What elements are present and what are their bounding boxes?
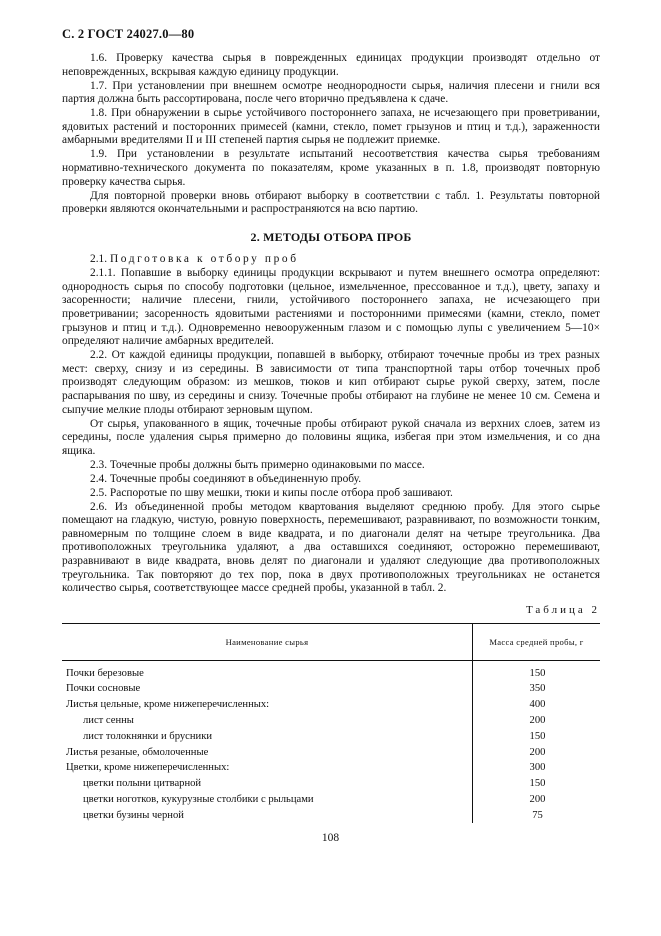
subsection-title: Подготовка к отбору проб <box>109 253 299 266</box>
table-caption: Таблица 2 <box>525 603 600 616</box>
paragraph-1-9: 1.9. При установлении в результате испытаний несоответствия качества сырья требованиям нормативно-технического документа по показателям, кроме указанных в п. 1.8, производят повторную проверку качества сырья. <box>62 148 600 188</box>
bottom-paragraphs <box>62 267 600 596</box>
section-title: 2. МЕТОДЫ ОТБОРА ПРОБ <box>250 229 412 244</box>
table-row <box>62 697 600 713</box>
subsection-heading <box>62 253 600 267</box>
table-cell-name: Цветки, кроме нижеперечисленных: <box>66 762 230 774</box>
table-row <box>62 681 600 697</box>
table-row <box>62 713 600 729</box>
table-cell-name: Почки сосновые <box>66 683 141 695</box>
paragraph-1-6: 1.6. Проверку качества сырья в поврежденных единицах продукции производят отдельно от неповрежденных, вскрывая каждую единицу продукции. <box>62 52 600 78</box>
table-row <box>62 661 600 681</box>
paragraph-1-7: 1.7. При установлении при внешнем осмотре неоднородности сырья, наличия плесени и гнили вся партия должна быть рассортирована, после чего вторично предъявлена к сдаче. <box>62 79 600 106</box>
paragraph-2-5: 2.5. Распоротые по шву мешки, тюки и кипы после отбора проб зашивают. <box>90 486 453 499</box>
top-paragraphs <box>62 52 600 217</box>
table-cell-name: цветки ноготков, кукурузные столбики с рыльцами <box>83 793 314 805</box>
table-row <box>62 808 600 824</box>
column-header-mass: Масса средней пробы, г <box>473 624 601 661</box>
table-2 <box>62 623 600 823</box>
table-row <box>62 744 600 760</box>
table-cell-mass: 350 <box>473 681 601 697</box>
body-text <box>62 52 600 823</box>
subsection-number: 2.1. <box>90 253 108 266</box>
table-cell-name: лист сенны <box>83 714 134 726</box>
page-number: 108 <box>321 832 340 844</box>
paragraph-2-3: 2.3. Точечные пробы должны быть примерно одинаковыми по массе. <box>90 458 425 471</box>
table-header-row <box>62 624 600 661</box>
table-body <box>62 661 600 823</box>
table-row <box>62 729 600 745</box>
table-cell-name: Листья цельные, кроме нижеперечисленных: <box>66 699 270 711</box>
table-cell-mass: 150 <box>473 661 601 681</box>
table-cell-name: Почки березовые <box>66 667 144 679</box>
table-cell-name: цветки полыни цитварной <box>83 778 202 790</box>
table-cell-mass: 200 <box>473 713 601 729</box>
column-header-name: Наименование сырья <box>62 624 473 661</box>
table-cell-mass: 75 <box>473 808 601 824</box>
table-cell-mass: 200 <box>473 744 601 760</box>
table-cell-mass: 150 <box>473 776 601 792</box>
table-cell-name: лист толокнянки и брусники <box>83 730 213 742</box>
table-row <box>62 760 600 776</box>
table-cell-mass: 200 <box>473 792 601 808</box>
paragraph-1-8: 1.8. При обнаружении в сырье устойчивого постороннего запаха, не исчезающего при проветривании, ядовитых растений и посторонних примесей (камни, стекло, помет грызунов и птиц и т.д.), зараженности амбарными вредителями II и III степеней партия сырья не подлежит приемке. <box>62 107 600 147</box>
table-row <box>62 792 600 808</box>
paragraph-boxes: От сырья, упакованного в ящик, точечные пробы отбирают рукой сначала из верхних слоев, затем из середины, после удаления сырья примерно до половины ящика, избегая при этом измельчения, и со дна ящика. <box>62 417 600 457</box>
table-cell-mass: 300 <box>473 760 601 776</box>
paragraph-2-1-1: 2.1.1. Попавшие в выборку единицы продукции вскрывают и путем внешнего осмотра определяют: однородность сырья по способу подготовки (цельное, измельченное, прессованное и т.д.), цвету, запаху и засоренности; наличие плесени, гнили, устойчивого постороннего запаха, не исчезающего при проветривании; засоренность ядовитыми растениями и посторонними примесями (камни, стекло, помет грызунов и птиц и т.д.). Одновременно невооруженным глазом и с помощью лупы с увеличением 5—10× определяют наличие амбарных вредителей. <box>62 267 600 348</box>
table-cell-name: цветки бузины черной <box>83 809 184 821</box>
table-cell-mass: 150 <box>473 729 601 745</box>
paragraph-repeat-check: Для повторной проверки вновь отбирают выборку в соответствии с табл. 1. Результаты повторной проверки являются окончательными и распространяются на всю партию. <box>62 189 600 216</box>
paragraph-2-2: 2.2. От каждой единицы продукции, попавшей в выборку, отбирают точечные пробы из трех разных мест: сверху, снизу и из середины. В зависимости от типа транспортной тары отбор точечных проб производят следующим образом: из мешков, тюков и кип отбирают сырье рукой сверху, затем, после распарывания по шву, из середины и снизу. Точечные пробы отбирают на глубине не менее 10 см. Семена и сыпучие мелкие плоды отбирают зерновым щупом. <box>62 349 600 416</box>
paragraph-2-4: 2.4. Точечные пробы соединяют в объединенную пробу. <box>90 472 362 485</box>
paragraph-2-6: 2.6. Из объединенной пробы методом квартования выделяют среднюю пробу. Для этого сырье помещают на гладкую, чистую, ровную поверхность, перемешивают, разравнивают, по возможности тонким, равномерным по толщине слоем в виде квадрата, и по диагонали делят на четыре треугольника. Два противоположных треугольника удаляют, а два оставшихся соединяют, осторожно перемешивают, разравнивают в виде квадрата, вновь делят по диагонали и удаляют следующие два противоположных треугольника. Так повторяют до тех пор, пока в двух противоположных треугольниках не останется количество сырья, соответствующее массе средней пробы, указанной в табл. 2. <box>62 500 600 595</box>
table-cell-name: Листья резаные, обмолоченные <box>66 746 209 758</box>
table-cell-mass: 400 <box>473 697 601 713</box>
page-header: С. 2 ГОСТ 24027.0—80 <box>62 27 195 41</box>
table-row <box>62 776 600 792</box>
